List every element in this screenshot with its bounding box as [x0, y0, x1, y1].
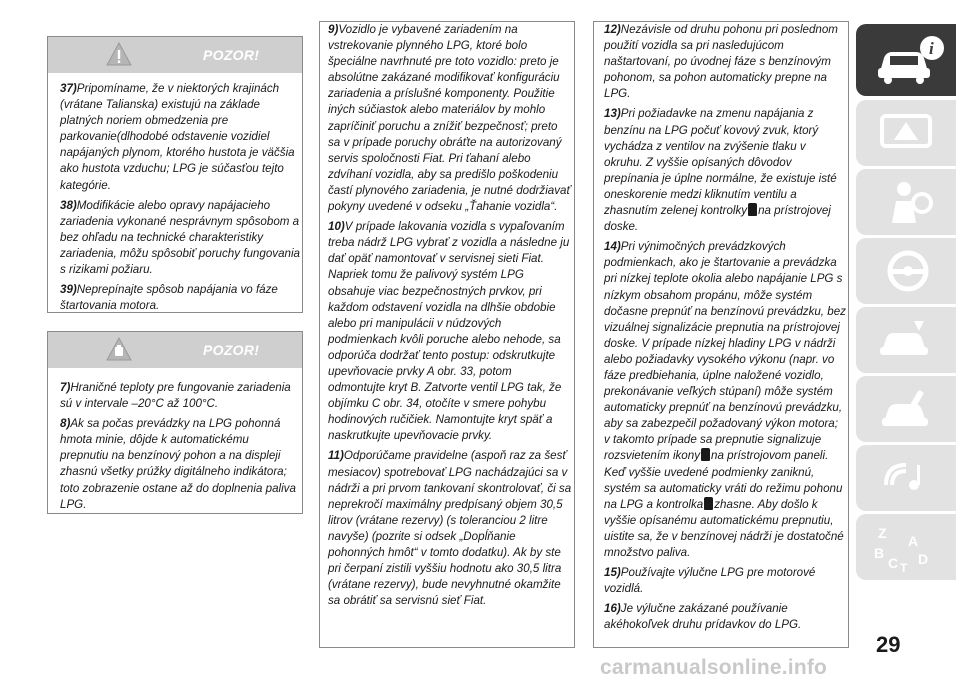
- column-2-box: [319, 21, 575, 648]
- warning-header-1: [48, 37, 302, 73]
- chapter-tabs: [856, 24, 960, 583]
- index-letter-d: D: [918, 551, 929, 567]
- note-38: 38)Modifikácie alebo opravy napájacieho zariadenia vykonané nesprávnym spôsobom a bez ohľadu na technické charakteristiky zariadenia, môžu spôsobiť poruchy fungovania s rizikami požiaru.: [60, 198, 300, 277]
- warning-1-body: [60, 81, 300, 318]
- watermark: carmanualsonline.info: [600, 656, 828, 679]
- lpg-indicator-icon: [701, 448, 710, 461]
- note-14: 14)Pri výnimočných prevádzkových podmienkach, ako je štartovanie a prevádzka pri nízkej teplote okolia alebo napájanie LPG s nízkym obsahom propánu, môže systém dočasne prepnúť na benzínovú prevádzku, bez vizuálnej signalizácie prepnutia na prístrojovej doske. V prípade nízkej hladiny LPG v nádrži alebo požiadavky vysokého výkonu (napr. vo fáze predbiehania, úplne naložené vozidlo, prekonávanie veľkých stúpaní) môže systém automaticky prepnúť na benzínovú prevádzku, aby sa zabezpečil požadovaný výkon motora; v takomto prípade sa prepnutie signalizuje rozsvietením ikony na prístrojovom paneli. Keď vyššie uvedené podmienky zaniknú, systém sa automaticky vráti do režimu pohonu na LPG a kontrolka zhasne. Aby došlo k vyššie opísanému automatickému prepnutiu, uistite sa, že v benzínovej nádrži je dostatočné množstvo paliva.: [604, 240, 846, 559]
- index-letter-b: B: [874, 545, 885, 561]
- svg-text:i: i: [929, 39, 934, 58]
- note-39: 39)Neprepínajte spôsob napájania vo fáze štartovania motora.: [60, 283, 278, 313]
- note-37: 37)Pripomíname, že v niektorých krajinách (vrátane Talianska) existujú na základe platných noriem obmedzenia pre parkovanie(dlhodobé odstavenie vozidiel napájaných plynom, ktorého hustota je väčšia ako hustota vzduchu; LPG je súčasťou tejto kategórie.: [60, 82, 295, 192]
- warning-title-2: POZOR!: [203, 342, 260, 358]
- note-15: 15)Používajte výlučne LPG pre motorové vozidlá.: [604, 566, 816, 596]
- warning-2-body: [60, 380, 300, 517]
- tab-starting-driving[interactable]: [856, 238, 956, 304]
- car-maintenance-icon: [874, 386, 938, 432]
- note-11: 11)Odporúčame pravidelne (aspoň raz za šesť mesiacov) spotrebovať LPG nachádzajúci sa v nádrži a pri prvom tankovaní skontrolovať, či sa neprekročí maximálny predpísaný objem 30,5 litrov (vrátane rezervy) (s toleranciou 2 litre navyše) (pozrite si odsek „Dopĺňanie pohonných hmôt“ v tomto dodatku). Ak by ste pri čerpaní zistili vyššiu hodnotu ako 30,5 litra (vrátane rezervy), bude nevyhnutné okamžite sa obrátiť sa servisnú sieť Fiat.: [328, 449, 572, 608]
- car-info-icon: [874, 34, 946, 86]
- warning-title-1: POZOR!: [203, 47, 260, 63]
- tab-multimedia[interactable]: [856, 445, 956, 511]
- lpg-indicator-icon: [704, 497, 713, 510]
- index-letter-t: T: [900, 561, 908, 574]
- note-10: 10)V prípade lakovania vozidla s vypaľovaním treba nádrž LPG vybrať z vozidla a následne ju dať opäť namontovať v servisnej sieti Fiat. Napriek tomu že palivový systém LPG obsahuje viac bezpečnostných prvkov, pri každom odstavení vozidla na dlhšie obdobie alebo pri manipulácii v núdzových podmienkach kvôli poruche alebo nehode, sa odporúča dodržať tento postup: odskrutkujte upevňovacie prvky A obr. 33, potom odmontujte kryt B. Zatvorte ventil LPG tak, že objímku C obr. 34, otočíte v smere pohybu hodinových ručičiek. Namontujte kryt späť a naskrutkujte upevňovacie prvky.: [328, 220, 570, 443]
- emergency-car-icon: [874, 317, 938, 363]
- warning-box-2: [47, 331, 303, 514]
- tab-index[interactable]: [856, 514, 956, 580]
- index-letter-a: A: [908, 533, 919, 549]
- index-letter-c: C: [888, 555, 899, 571]
- tab-safety[interactable]: [856, 169, 956, 235]
- lpg-indicator-icon: [748, 203, 757, 216]
- column-2-body: [328, 22, 572, 613]
- airbag-person-icon: [874, 179, 938, 225]
- note-8: 8)Ak sa počas prevádzky na LPG pohonná hmota minie, dôjde k automatickému prepnutiu na benzínový pohon a na displeji zhasnú všetky prúžky digitálneho indikátora; toto zobrazenie ostane až do doplnenia paliva LPG.: [60, 417, 296, 511]
- index-letter-z: Z: [878, 525, 887, 541]
- multimedia-icon: [874, 455, 938, 501]
- note-12: 12)Nezávisle od druhu pohonu pri poslednom použití vozidla sa pri nasledujúcom naštartovaní, po úvodnej fáze s benzínovým pohonom, sa pohon automaticky prepne na LPG.: [604, 23, 838, 101]
- steering-wheel-icon: [874, 248, 938, 294]
- note-9: 9)Vozidlo je vybavené zariadením na vstrekovanie plynného LPG, ktoré bolo špeciálne navrhnuté pre toto vozidlo: preto je absolútne zakázané modifikovať konfiguráciu zariadenia a príslušné komponenty. Použitie iných súčiastok alebo materiálov by mohlo zapríčiniť poruchu a znížiť bezpečnosť; preto sa v prípade poruchy obráťte na autorizovaný servis spoločnosti Fiat. Pri ťahaní alebo zdvíhaní vozidla, aby sa predišlo poškodeniu častí plynového zariadenia, je nutné dodržiavať pokyny uvedené v odseku „Ťahanie vozidla“.: [328, 23, 571, 214]
- note-13: 13)Pri požiadavke na zmenu napájania z benzínu na LPG počuť kovový zvuk, ktorý vychádza z ventilov na zvýšenie tlaku v okruhu. Z vyššie opísaných dôvodov prepínania je úplne normálne, že existuje isté oneskorenie medzi kliknutím ventilu a zhasnutím zelenej kontrolky na prístrojovej doske.: [604, 107, 837, 234]
- alphabetical-index-icon: [874, 524, 938, 574]
- tab-car-info[interactable]: [856, 24, 956, 96]
- note-7: 7)Hraničné teploty pre fungovanie zariadenia sú v intervale –20°C až 100°C.: [60, 381, 291, 411]
- lpg-warning-icon: [106, 337, 132, 361]
- note-16: 16)Je výlučne zakázané používanie akéhokoľvek druhu prídavkov do LPG.: [604, 602, 802, 632]
- warning-lights-icon: [874, 110, 938, 156]
- warning-header-2: [48, 332, 302, 368]
- column-3-box: [593, 21, 849, 648]
- tab-emergency[interactable]: [856, 307, 956, 373]
- tab-maintenance[interactable]: [856, 376, 956, 442]
- column-3-body: [604, 22, 846, 637]
- warning-triangle-icon: [106, 42, 132, 66]
- tab-warning-lights[interactable]: [856, 100, 956, 166]
- warning-box-1: [47, 36, 303, 313]
- page-number: 29: [876, 632, 901, 657]
